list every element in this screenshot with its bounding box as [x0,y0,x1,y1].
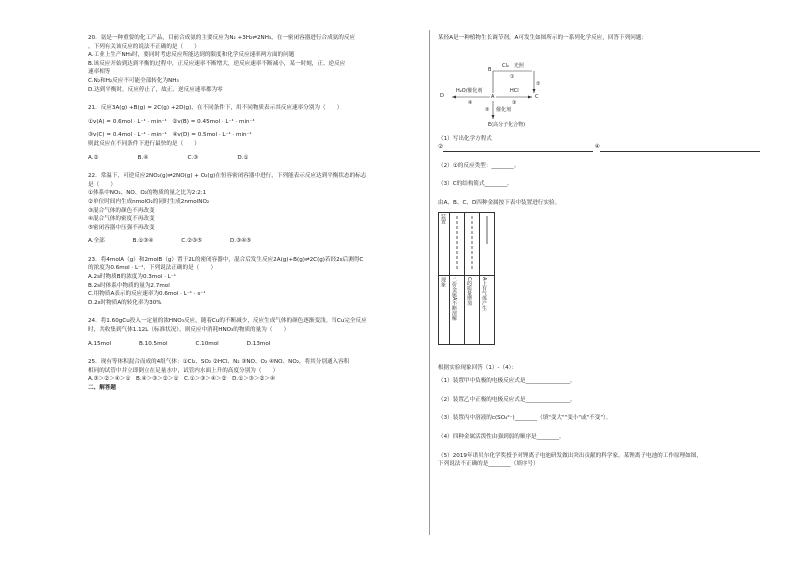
q27-intro: 由A、B、C、D四种金属按下表中装置进行实验。 [438,199,561,206]
q22-line: ③混合气体的颜色不再改变 [88,207,155,214]
q22-line: ⑤密闭容器中压强不再改变 [88,224,155,231]
q21-line: ①v(A) = 0.6mol · L⁻¹ · min⁻¹ ②v(B) = 0.45mol · L⁻¹ · min⁻¹ [88,118,255,125]
apparatus-jia [450,212,465,275]
q23-line: B.2s时体系中物质的量为2.7mol [88,282,170,289]
question-20 [88,34,420,94]
blank-2-label: ② [438,144,444,151]
table-header-phenomenon: 现象 [439,275,450,344]
q26-part1-blanks [438,143,774,152]
q26-part3: （3）C的结构简式________。 [438,181,513,188]
q25-line: 25．现有等体积混合而成的4组气体：①Cl₂、SO₂ ②HCl、N₂ ③NO、O₂ ④NO、NO₂，将其分别通入容积 [88,359,350,366]
label-n4: ④ [468,99,473,106]
q20-line: C.N₂和H₂反应不可能全部转化为NH₃ [88,77,179,84]
q20-line: 20．氨是一种重要的化工产品，目前合成氨的主要反应为N₂ +3H₂⇌2NH₃，在一密闭容器进行合成氨的反应 [88,35,356,41]
q25-line: 相同的试管中并立即倒立在足量水中，试管内水面上升的高度分别为（ ） [88,367,279,374]
label-n5: ⑤ [485,106,490,113]
q27-line: 根据实验现象回答（1）-（4）： [438,364,518,371]
q27-line: （5）2019年诺贝尔化学奖授予对锂离子电池研发做出突出贡献的科学家，某锂离子电池的工作原理如图， [438,452,702,459]
answer-blank-4[interactable] [600,145,760,152]
q20-line: A.工业上生产NH₃时，要同时考虑反应所能达到的限度和化学反应速率两方面的问题 [88,52,295,59]
q26-intro: 某烃A是一种植物生长调节剂，A可发生如图所示的一系列化学反应，回答下列问题： [438,35,648,41]
q23-line: A.2s时物质B的浓度为0.3mol · L⁻¹ [88,274,176,281]
label-h2o: H₂O/催化剂 [456,87,483,94]
q27-line: 下列说法不正确的是________（填序号） [438,461,539,468]
label-catalyst: 催化剂 [496,106,512,113]
q20-line: ，下列有关该反应的说法不正确的是（ ） [88,43,200,50]
q27-line: （2）装置乙中正极的电极反应式是________________。 [438,396,576,403]
reaction-diagram [438,43,774,135]
node-b: B [488,66,492,73]
question-22 [88,172,420,246]
section-heading: 二、解答题 [88,385,116,391]
label-n1: ① [510,73,515,80]
table-header-apparatus: 装置 [439,212,450,275]
q26-part2: （2）①的反应类型：________。 [438,162,520,169]
node-d: D [440,92,444,99]
label-hcl: HCl [510,87,519,94]
q26-part1: （1）写出化学方程式 [438,135,492,142]
right-column [438,34,774,469]
left-column [88,34,420,393]
q24-line: A.15mol B.10.5mol C.10mol D.13mol [88,340,271,347]
q21-line: 则此反应在不同条件下进行最快的是（ ） [88,140,200,147]
apparatus-bing [480,212,495,275]
q23-line: D.2s时物质A的转化率为30% [88,299,162,306]
phenomenon-yi: C的质量增加 [465,275,480,344]
q23-line: 23．将4molA（g）和2molB（g）置于2L的密闭容器中，混合后发生反应2A(g)+B(g)⇌2C(g)若经2s后测得C [88,256,364,263]
q27-line: （1）装置甲中负极的电极反应式是________________。 [438,378,576,385]
node-e: E(高分子化合物) [488,121,526,128]
q23-line: 的浓度为0.6mol · L⁻¹，下列说法正确的是（ ） [88,265,217,272]
q21-line: ③v(C) = 0.4mol · L⁻¹ · min⁻¹ ④v(D) = 0.5mol · L⁻¹ · min⁻¹ [88,132,252,139]
q23-line: C.用物质A表示的反应速率为0.6mol · L⁻¹ · s⁻¹ [88,291,206,298]
blank-4-label: ④ [594,144,600,151]
label-n2: ② [536,80,541,87]
q27-line: （3）装置丙中溶液的c(SO₄²⁻)________（填"变大""变小"或"不变"）。 [438,415,612,422]
question-24 [88,317,420,348]
experiment-table [438,212,508,358]
electrode-icon [451,214,463,272]
node-a: A [491,93,495,100]
node-c: C [535,93,539,100]
q20-line: 速率相等 [88,69,111,76]
answer-blank-2[interactable] [443,145,593,152]
label-n3: ③ [512,99,517,106]
q21-line: 21．反应3A(g) +B(g) = 2C(g) +2D(g)，在不同条件下，用不同物质表示其反应速率分别为（ ） [88,105,343,112]
apparatus-yi [465,212,480,275]
q20-line: B.该反应开始到达到平衡的过程中，正反应速率不断增大，逆反应速率不断减小，某一时刻，正、逆反应 [88,60,346,67]
q21-line: A.② B.④ C.③ D.① [88,154,249,161]
label-cl2: Cl₂ 光照 [502,62,524,69]
q24-line: 24．将1.60gCu投入一定量的浓HNO₃反应，随着Cu的不断减少，反应生成气体的颜色逐渐变浅。当Cu完全反应 [88,318,367,325]
electrode-icon [466,214,478,272]
column-divider [429,30,430,535]
q22-line: ①体系中NO₂、NO、O₂的物质的量之比为2:2:1 [88,190,207,197]
q22-line: 22．常温下，可逆反应2NO₂(g)⇌2NO(g) + O₂(g)在恒容密闭容器中进行，下列能表示反应达到平衡状态的标志 [88,173,367,180]
q27-line: （4）四种金属活泼性由强到弱的顺序是________。 [438,433,565,440]
q20-line: D.达到平衡时，反应停止了，故正、逆反应速率都为零 [88,86,223,93]
electrode-icon [481,214,493,272]
question-21 [88,104,420,162]
q22-line: ④混合气体的密度不再改变 [88,216,155,223]
question-25 [88,358,420,384]
phenomenon-bing: A上有气体产生 [480,275,495,344]
q25-line: A.③＞②＞④＞① B.④＞③＞②＞① C.①＞③＞④＞② D.①＞③＞②＞④ [88,376,276,383]
q22-line: A.全部 B.①③④ C.②③⑤ D.③④⑤ [88,238,252,245]
q22-line: 是（ ） [88,181,116,188]
question-23 [88,256,420,308]
q24-line: 时，共收集到气体1.12L（标准状况），则反应中消耗HNO₃的物质的量为（ ） [88,327,290,334]
q22-line: ②单位时间内生成nmolO₂的同时生成2nmolNO₂ [88,198,210,205]
phenomenon-jia: 二价金属A不断溶解 [450,275,465,344]
